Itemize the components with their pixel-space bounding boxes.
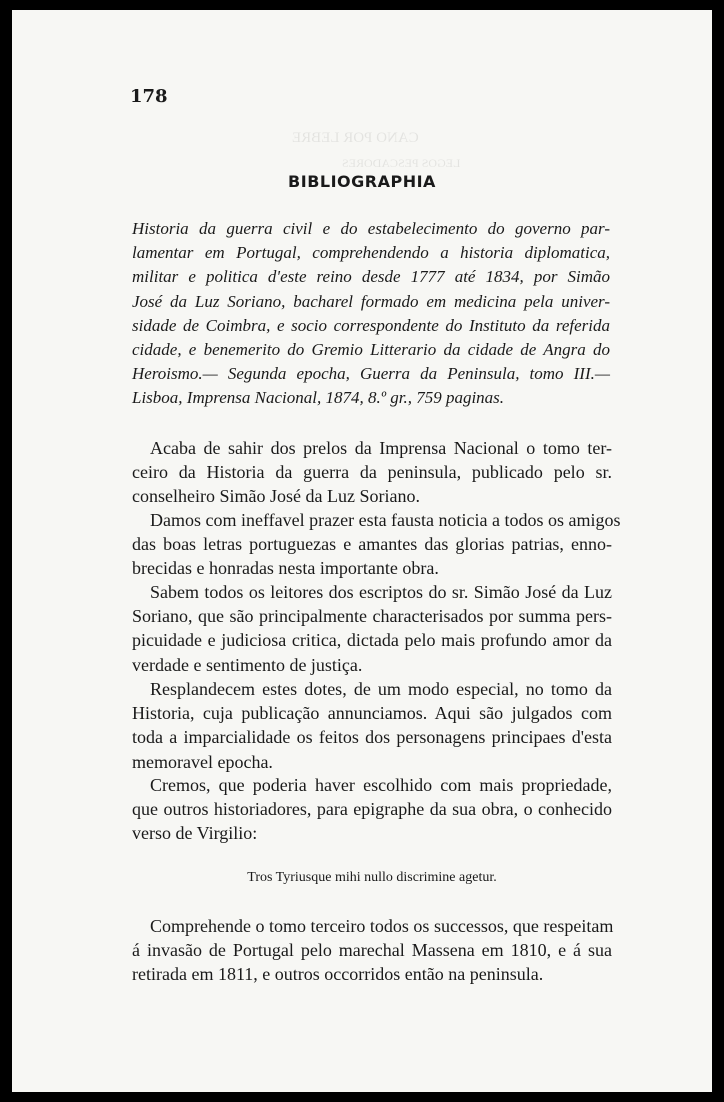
citation-line: Historia da guerra civil e do estabelecimento do governo par-	[132, 219, 610, 238]
latin-quotation: Tros Tyriusque mihi nullo discrimine agetur.	[247, 870, 497, 885]
show-through-text: CANO POR LEBRE	[292, 130, 419, 146]
paragraph-line: das boas letras portuguezas e amantes das glorias patrias, enno-	[132, 534, 612, 555]
paragraph-line: Sabem todos os leitores dos escriptos do sr. Simão José da Luz	[150, 582, 612, 602]
paragraph-line: verdade e sentimento de justiça.	[132, 654, 363, 675]
paragraph-line: verso de Virgilio:	[132, 823, 258, 844]
paragraph-line: Damos com ineffavel prazer esta fausta noticia a todos os amigos	[150, 510, 621, 530]
paragraph-line: toda a imparcialidade os feitos dos personagens principaes d'esta	[132, 727, 612, 748]
paragraph-line: conselheiro Simão José da Luz Soriano.	[132, 486, 420, 507]
paragraph-line: picuidade e judiciosa critica, dictada pelo mais profundo amor da	[132, 630, 612, 651]
page-number: 178	[130, 86, 168, 107]
citation-line: José da Luz Soriano, bacharel formado em medicina pela univer-	[132, 291, 610, 311]
paragraph	[132, 677, 612, 774]
citation-line: cidade, e benemerito do Gremio Litterario da cidade de Angra do	[132, 340, 610, 360]
paragraph-line: Acaba de sahir dos prelos da Imprensa Nacional o tomo ter-	[150, 438, 612, 458]
paragraph-line: á invasão de Portugal pelo marechal Massena em 1810, e á sua	[132, 940, 612, 961]
paragraph-line: Cremos, que poderia haver escolhido com mais propriedade,	[150, 775, 612, 795]
citation-line: lamentar em Portugal, comprehendendo a historia diplomatica,	[132, 243, 610, 263]
paragraph	[132, 436, 612, 509]
citation-line: militar e politica d'este reino desde 1777 até 1834, por Simão	[132, 267, 610, 287]
citation-line: sidade de Coimbra, e socio correspondente do Instituto da referida	[132, 315, 610, 335]
document-page	[12, 10, 712, 1092]
paragraph-line: Comprehende o tomo terceiro todos os successos, que respeitam	[150, 916, 614, 936]
paragraph	[132, 580, 612, 677]
paragraph-line: Historia, cuja publicação annunciamos. Aqui são julgados com	[132, 703, 612, 724]
paragraph-line: retirada em 1811, e outros occorridos então na peninsula.	[132, 964, 544, 985]
paragraph-line: que outros historiadores, para epigraphe da sua obra, o conhecido	[132, 799, 612, 820]
paragraph-line: memoravel epocha.	[132, 751, 273, 772]
citation-line: Heroismo.— Segunda epocha, Guerra da Peninsula, tomo III.—	[132, 364, 610, 384]
paragraph-line: Resplandecem estes dotes, de um modo especial, no tomo da	[150, 679, 612, 699]
section-heading: BIBLIOGRAPHIA	[288, 172, 436, 191]
paragraph	[132, 508, 621, 581]
paragraph	[132, 773, 612, 846]
paragraph-line: Soriano, que são principalmente characterisados por summa pers-	[132, 606, 612, 627]
paragraph-line: ceiro da Historia da guerra da peninsula, publicado pelo sr.	[132, 462, 612, 483]
citation-line: Lisboa, Imprensa Nacional, 1874, 8.º gr., 759 paginas.	[132, 388, 505, 408]
paragraph	[132, 914, 612, 987]
bibliographic-citation	[132, 217, 610, 411]
paragraph-line: brecidas e honradas nesta importante obra.	[132, 558, 439, 579]
show-through-text: LEGOS PESCADORES	[342, 156, 461, 170]
